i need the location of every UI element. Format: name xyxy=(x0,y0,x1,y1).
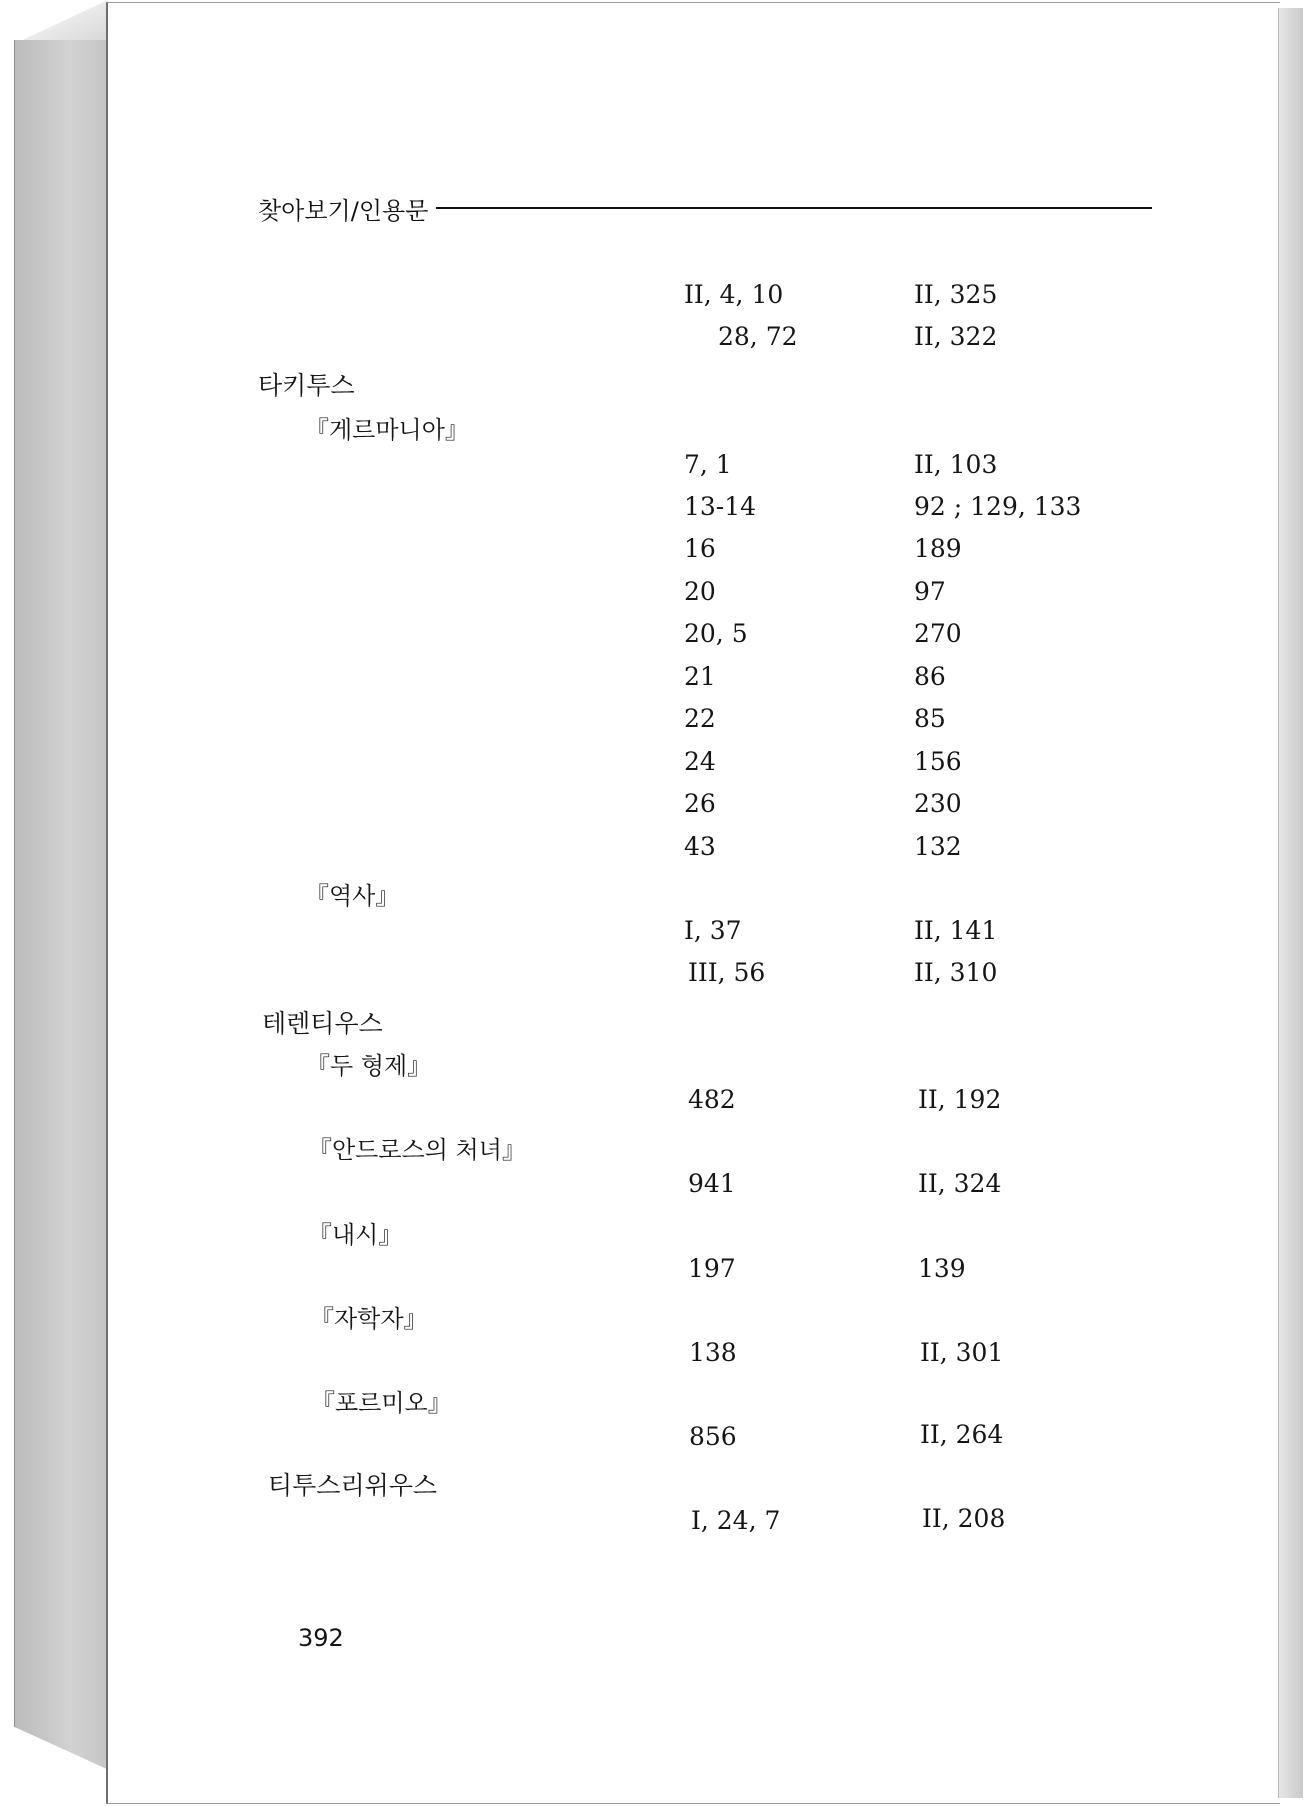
ref-cell: 43 xyxy=(684,832,716,861)
work-title: 『두 형제』 xyxy=(306,1052,432,1080)
page-cell: 270 xyxy=(914,619,962,648)
ref-cell: 482 xyxy=(688,1085,736,1114)
page-cell: 230 xyxy=(914,789,962,818)
page-cell: II, 208 xyxy=(922,1504,1006,1533)
work-title: 『역사』 xyxy=(305,882,400,910)
ref-cell: 13-14 xyxy=(684,492,757,521)
ref-cell: I, 24, 7 xyxy=(691,1506,781,1535)
work-title: 『게르마니아』 xyxy=(305,416,469,444)
page-cell: 139 xyxy=(918,1254,966,1283)
ref-cell: 7, 1 xyxy=(684,450,732,479)
page-cell: 92 ; 129, 133 xyxy=(914,492,1082,521)
ref-cell: I, 37 xyxy=(684,916,742,945)
work-title: 『포르미오』 xyxy=(311,1389,452,1417)
page-cell: II, 301 xyxy=(920,1338,1004,1367)
page-cell: II, 103 xyxy=(914,450,998,479)
page-cell: II, 322 xyxy=(914,322,998,351)
page-stack-edge xyxy=(1278,8,1303,1798)
work-title: 『안드로스의 처녀』 xyxy=(308,1136,526,1164)
header-title: 찾아보기/인용문 xyxy=(258,196,429,225)
ref-cell: 26 xyxy=(684,789,716,818)
ref-cell: 21 xyxy=(684,662,716,691)
ref-cell: 197 xyxy=(688,1254,736,1283)
page-cell: II, 310 xyxy=(914,958,998,987)
ref-cell: 22 xyxy=(684,704,716,733)
author-heading: 티투스리위우스 xyxy=(268,1471,438,1500)
ref-cell: 28, 72 xyxy=(718,322,798,351)
ref-cell: 856 xyxy=(689,1422,737,1451)
book-spine-edge xyxy=(14,40,109,1770)
author-heading: 타키투스 xyxy=(258,371,355,400)
ref-cell: II, 4, 10 xyxy=(684,280,784,309)
ref-cell: 16 xyxy=(684,534,716,563)
ref-cell: 941 xyxy=(688,1169,736,1198)
page-cell: 189 xyxy=(914,534,962,563)
page-cell: II, 325 xyxy=(914,280,998,309)
page-cell: II, 192 xyxy=(918,1085,1002,1114)
work-title: 『자학자』 xyxy=(310,1305,428,1333)
ref-cell: 20 xyxy=(684,577,716,606)
page-cell: 156 xyxy=(914,747,962,776)
author-heading: 테렌티우스 xyxy=(262,1009,383,1038)
running-header xyxy=(258,188,1152,228)
page-cell: II, 264 xyxy=(920,1420,1004,1449)
page-number: 392 xyxy=(298,1624,344,1652)
page-cell: 97 xyxy=(914,577,946,606)
page-cell: 85 xyxy=(914,704,946,733)
page-cell: 86 xyxy=(914,662,946,691)
page-cell: II, 141 xyxy=(914,916,998,945)
page-cell: II, 324 xyxy=(918,1169,1002,1198)
page-cell: 132 xyxy=(914,832,962,861)
book-top-edge xyxy=(14,0,108,44)
ref-cell: III, 56 xyxy=(688,958,766,987)
header-rule xyxy=(436,207,1152,209)
ref-cell: 20, 5 xyxy=(684,619,748,648)
ref-cell: 138 xyxy=(689,1338,737,1367)
work-title: 『내시』 xyxy=(308,1221,403,1249)
ref-cell: 24 xyxy=(684,747,716,776)
